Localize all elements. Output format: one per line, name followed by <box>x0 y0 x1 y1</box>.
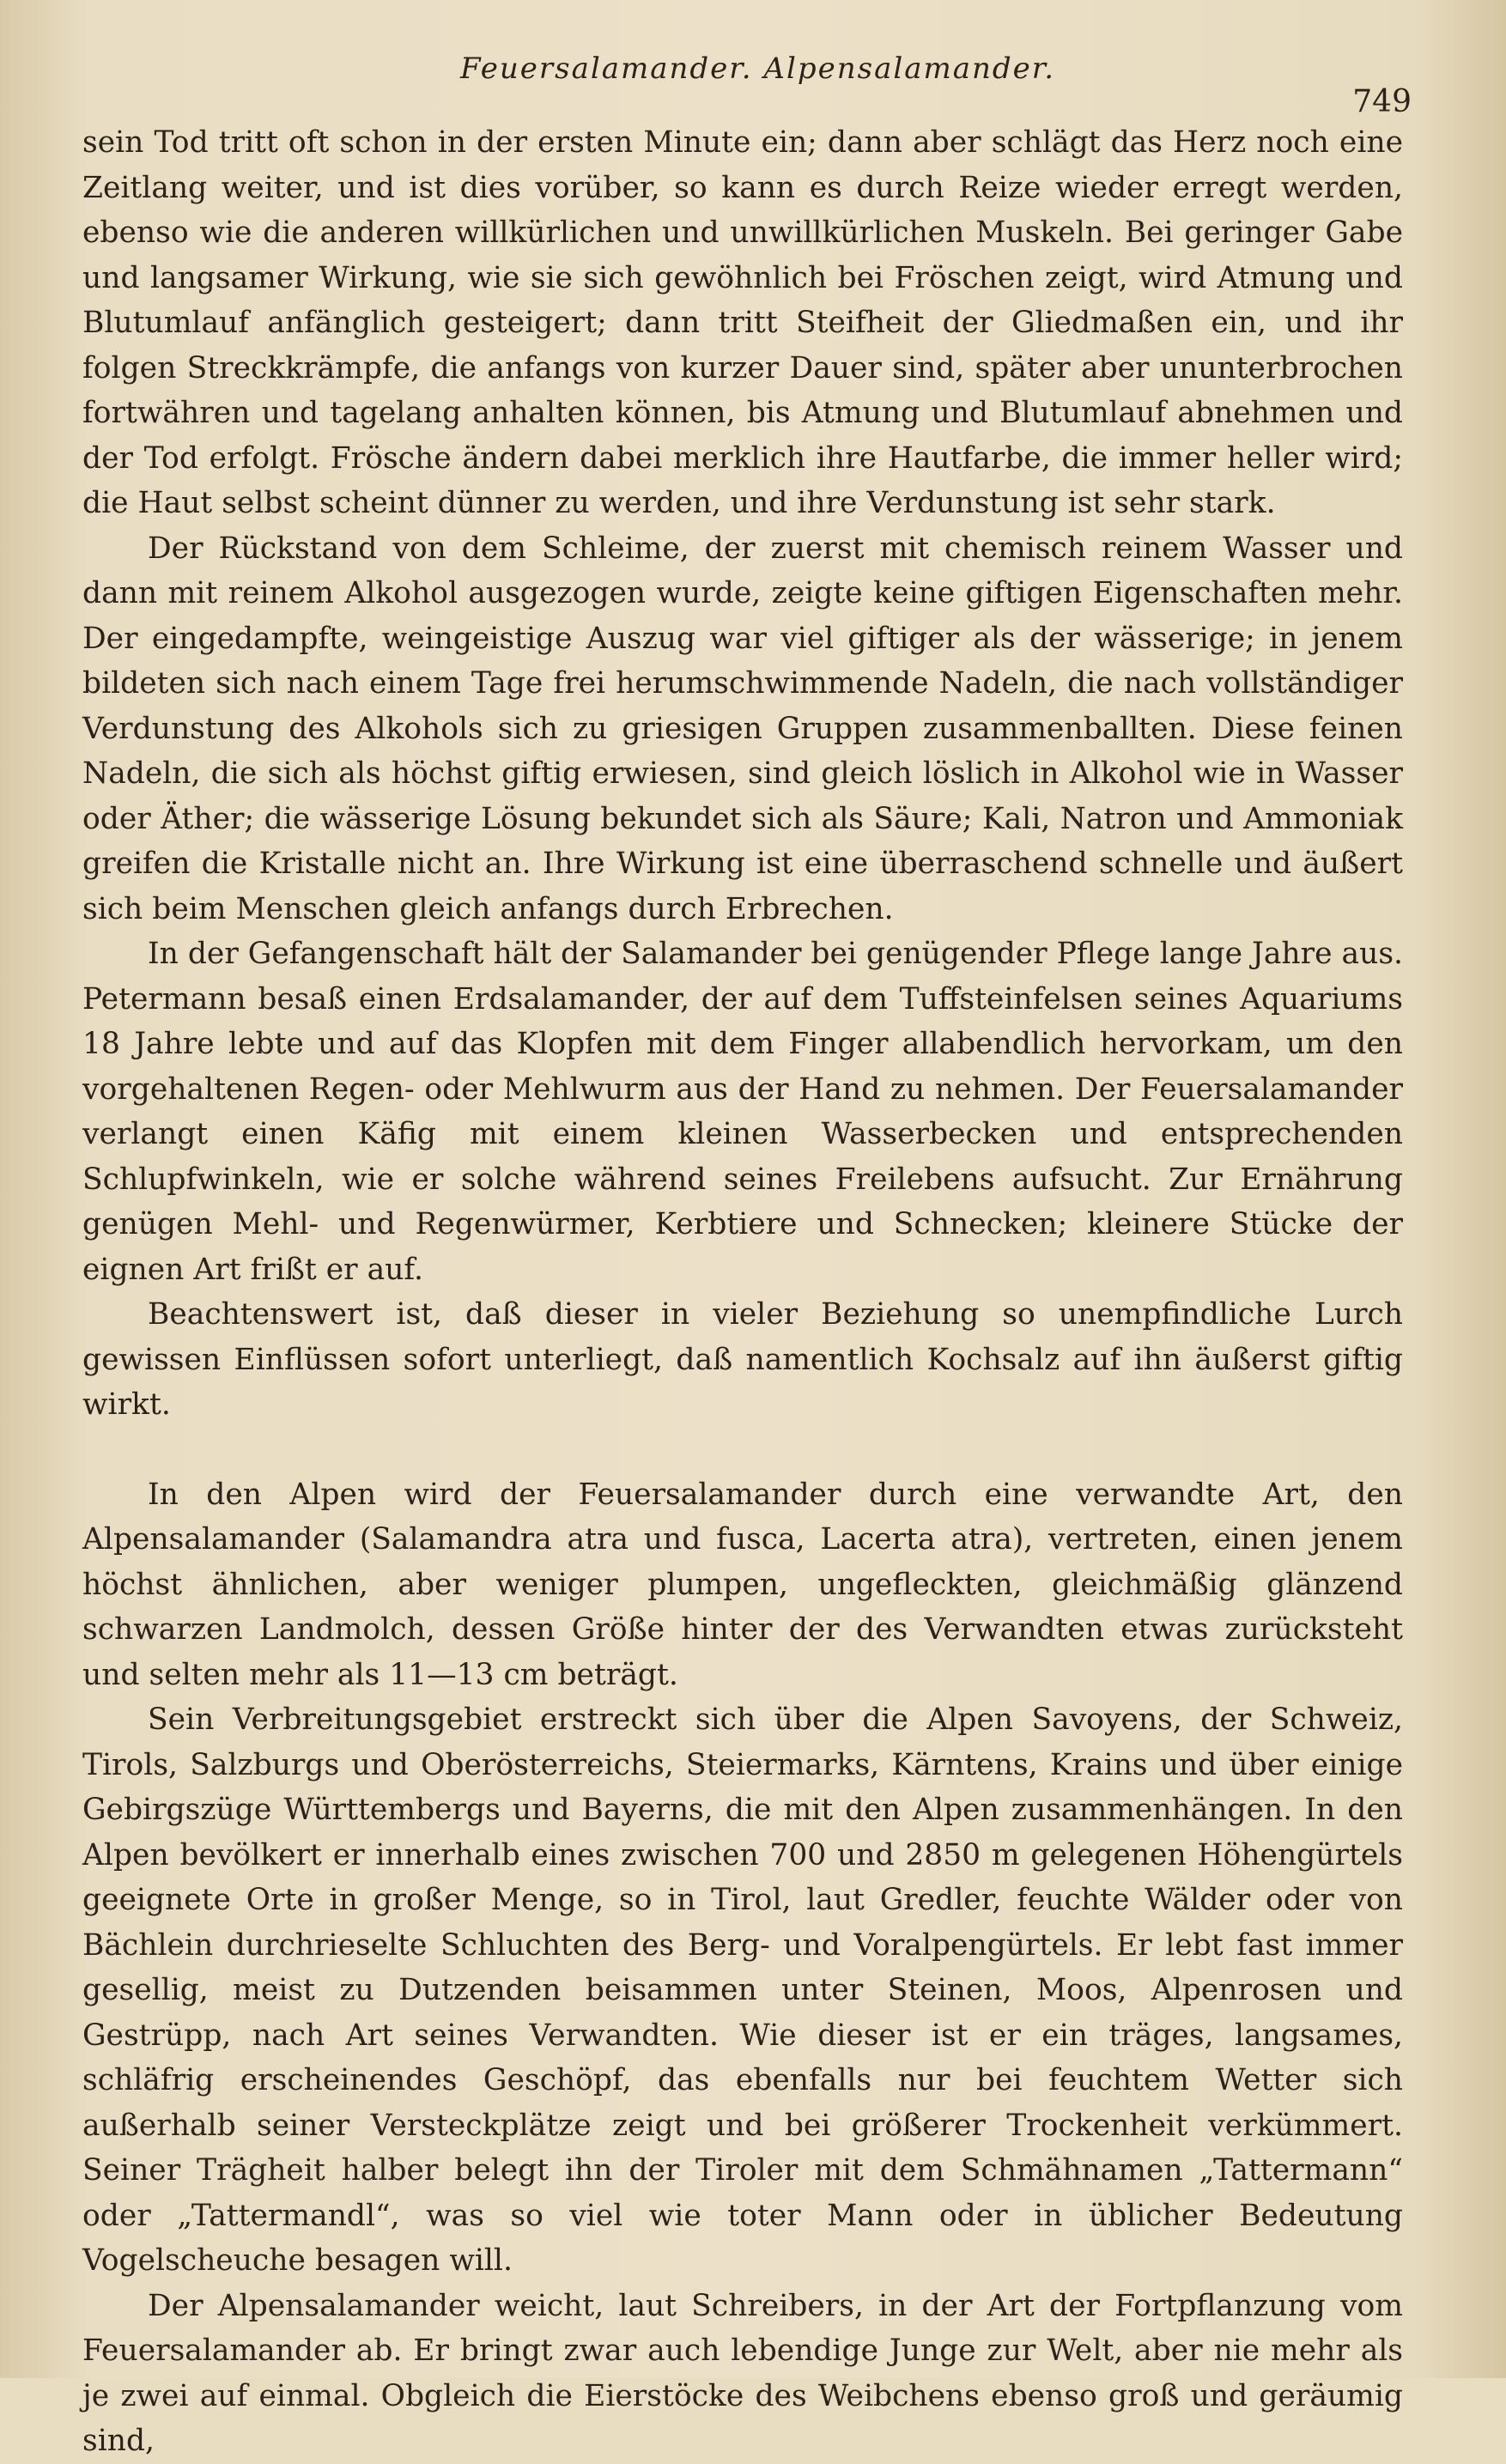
section-break <box>82 1428 1403 1472</box>
paragraph: Beachtenswert ist, daß dieser in vieler Beziehung so unempfindliche Lurch gewissen Einflüssen sofort unterliegt, daß namentlich Kochsalz auf ihn äußerst giftig wirkt. <box>82 1297 1403 1422</box>
page-header <box>82 43 1412 120</box>
paragraph: In der Gefangenschaft hält der Salamander bei genügender Pflege lange Jahre aus. Petermann besaß einen Erdsalamander, der auf dem Tuffsteinfelsen seines Aquariums 18 Jahre lebte und auf das Klopfen mit dem Finger allabendlich hervorkam, um den vorgehaltenen Regen- oder Mehlwurm aus der Hand zu nehmen. Der Feuersalamander verlangt einen Käfig mit einem kleinen Wasserbecken und entsprechenden Schlupfwinkeln, wie er solche während seines Freilebens aufsucht. Zur Ernährung genügen Mehl- und Regenwürmer, Kerbtiere und Schnecken; kleinere Stücke der eignen Art frißt er auf. <box>82 937 1403 1287</box>
paragraph: In den Alpen wird der Feuersalamander durch eine verwandte Art, den Alpensalamander (Salamandra atra und fusca, Lacerta atra), vertreten, einen jenem höchst ähnlichen, aber weniger plumpen, ungefleckten, gleichmäßig glänzend schwarzen Landmolch, dessen Größe hinter der des Verwandten etwas zurücksteht und selten mehr als 11—13 cm beträgt. <box>82 1477 1403 1692</box>
paragraph: Der Rückstand von dem Schleime, der zuerst mit chemisch reinem Wasser und dann mit reinem Alkohol ausgezogen wurde, zeigte keine giftigen Eigenschaften mehr. Der eingedampfte, weingeistige Auszug war viel giftiger als der wässerige; in jenem bildeten sich nach einem Tage frei herumschwimmende Nadeln, die nach vollständiger Verdunstung des Alkohols sich zu griesigen Gruppen zusammenballten. Diese feinen Nadeln, die sich als höchst giftig erwiesen, sind gleich löslich in Alkohol wie in Wasser oder Äther; die wässerige Lösung bekundet sich als Säure; Kali, Natron und Ammoniak greifen die Kristalle nicht an. Ihre Wirkung ist eine überraschend schnelle und äußert sich beim Menschen gleich anfangs durch Erbrechen. <box>82 531 1403 926</box>
paragraph: Der Alpensalamander weicht, laut Schreibers, in der Art der Fortpflanzung vom Feuersalamander ab. Er bringt zwar auch lebendige Junge zur Welt, aber nie mehr als je zwei auf einmal. Obgleich die Eierstöcke des Weibchens ebenso groß und geräumig sind, <box>82 2288 1403 2458</box>
paragraph: Sein Verbreitungsgebiet erstreckt sich über die Alpen Savoyens, der Schweiz, Tirols, Salzburgs und Oberösterreichs, Steiermarks, Kärntens, Krains und über einige Gebirgszüge Württembergs und Bayerns, die mit den Alpen zusammenhängen. In den Alpen bevölkert er innerhalb eines zwischen 700 und 2850 m gelegenen Höhengürtels geeignete Orte in großer Menge, so in Tirol, laut Gredler, feuchte Wälder oder von Bächlein durchrieselte Schluchten des Berg- und Voralpengürtels. Er lebt fast immer gesellig, meist zu Dutzenden beisammen unter Steinen, Moos, Alpenrosen und Gestrüpp, nach Art seines Verwandten. Wie dieser ist er ein träges, langsames, schläfrig erscheinendes Geschöpf, das ebenfalls nur bei feuchtem Wetter sich außerhalb seiner Versteckplätze zeigt und bei größerer Trockenheit verkümmert. Seiner Trägheit halber belegt ihn der Tiroler mit dem Schmähnamen „Tattermann“ oder „Tattermandl“, was so viel wie toter Mann oder in üblicher Bedeutung Vogelscheuche besagen will. <box>82 1702 1403 2278</box>
running-head: Feuersalamander. Alpensalamander. <box>460 52 1056 86</box>
paragraph: sein Tod tritt oft schon in der ersten Minute ein; dann aber schlägt das Herz noch eine Zeitlang weiter, und ist dies vorüber, so kann es durch Reize wieder erregt werden, ebenso wie die anderen willkürlichen und unwillkürlichen Muskeln. Bei geringer Gabe und langsamer Wirkung, wie sie sich gewöhnlich bei Fröschen zeigt, wird Atmung und Blutumlauf anfänglich gesteigert; dann tritt Steifheit der Gliedmaßen ein, und ihr folgen Streckkrämpfe, die anfangs von kurzer Dauer sind, später aber ununterbrochen fortwähren und tagelang anhalten können, bis Atmung und Blutumlauf abnehmen und der Tod erfolgt. Frösche ändern dabei merklich ihre Hautfarbe, die immer heller wird; die Haut selbst scheint dünner zu werden, und ihre Verdunstung ist sehr stark. <box>82 125 1403 520</box>
body-text <box>82 120 1403 2464</box>
page-number: 749 <box>1352 84 1412 119</box>
